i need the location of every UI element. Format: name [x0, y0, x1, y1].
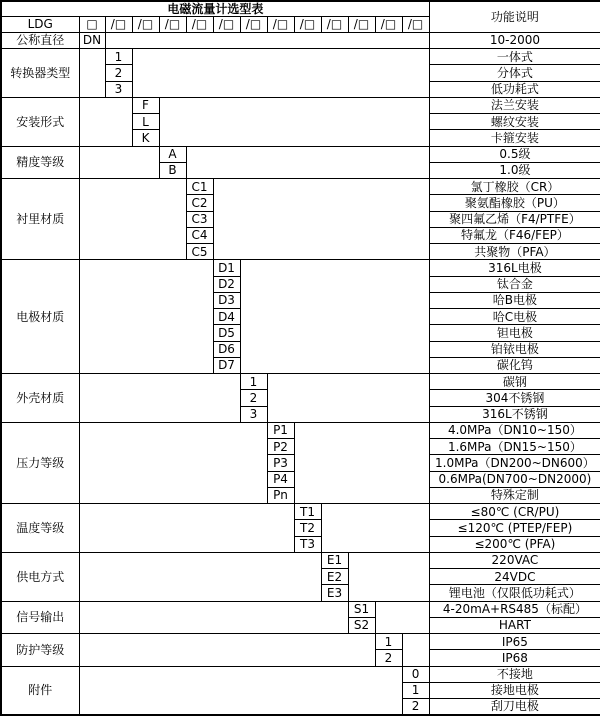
- option-desc: 10-2000: [429, 32, 600, 48]
- model-slot-cell: /□: [402, 16, 429, 32]
- staircase-trail-spacer: [186, 146, 429, 179]
- option-desc: 304不锈钢: [429, 390, 600, 406]
- model-slot-cell: /□: [375, 16, 402, 32]
- option-code: S1: [348, 601, 375, 617]
- option-code: C1: [186, 179, 213, 195]
- option-desc: 碳化钨: [429, 357, 600, 373]
- option-code: 1: [105, 49, 132, 65]
- staircase-trail-spacer: [294, 422, 429, 503]
- option-code: E3: [321, 585, 348, 601]
- staircase-lead-spacer: [79, 422, 267, 503]
- model-slot-cell: /□: [132, 16, 159, 32]
- option-row: [1, 49, 600, 65]
- option-desc: 聚四氟乙烯（F4/PTFE）: [429, 211, 600, 227]
- option-desc: 钽电极: [429, 325, 600, 341]
- option-desc: 1.0MPa（DN200~DN600）: [429, 455, 600, 471]
- staircase-lead-spacer: [79, 146, 159, 179]
- option-desc: 刮刀电极: [429, 699, 600, 715]
- section-label: 精度等级: [1, 146, 79, 179]
- option-desc: 4.0MPa（DN10~150）: [429, 422, 600, 438]
- option-desc: 特殊定制: [429, 487, 600, 503]
- staircase-lead-spacer: [79, 49, 105, 98]
- section-label: 转换器类型: [1, 49, 79, 98]
- option-code: DN: [79, 32, 105, 48]
- option-desc: 哈C电极: [429, 309, 600, 325]
- option-desc: 分体式: [429, 65, 600, 81]
- option-desc: 不接地: [429, 666, 600, 682]
- staircase-lead-spacer: [79, 666, 402, 715]
- option-desc: IP65: [429, 634, 600, 650]
- option-code: 3: [240, 406, 267, 422]
- option-code: K: [132, 130, 159, 146]
- function-column-header: 功能说明: [429, 1, 600, 32]
- model-slot-cell: /□: [321, 16, 348, 32]
- option-code: B: [159, 162, 186, 178]
- model-slot-cell: /□: [159, 16, 186, 32]
- model-slot-cell: □: [79, 16, 105, 32]
- option-row: [1, 260, 600, 276]
- option-code: 2: [375, 650, 402, 666]
- option-code: T3: [294, 536, 321, 552]
- option-code: 0: [402, 666, 429, 682]
- option-desc: 螺纹安装: [429, 114, 600, 130]
- option-code: D2: [213, 276, 240, 292]
- option-desc: 锂电池（仅限低功耗式）: [429, 585, 600, 601]
- option-desc: 卡箍安装: [429, 130, 600, 146]
- option-code: 2: [105, 65, 132, 81]
- option-desc: ≤80℃ (CR/PU): [429, 504, 600, 520]
- option-desc: 聚氨酯橡胶（PU）: [429, 195, 600, 211]
- option-desc: 1.0级: [429, 162, 600, 178]
- option-code: D3: [213, 292, 240, 308]
- option-code: Pn: [267, 487, 294, 503]
- option-desc: IP68: [429, 650, 600, 666]
- option-code: D5: [213, 325, 240, 341]
- option-desc: 共聚物（PFA）: [429, 244, 600, 260]
- option-row: [1, 666, 600, 682]
- option-code: E2: [321, 569, 348, 585]
- option-desc: 0.6MPa(DN700~DN2000): [429, 471, 600, 487]
- option-row: [1, 634, 600, 650]
- option-desc: 低功耗式: [429, 81, 600, 97]
- option-row: [1, 552, 600, 568]
- section-label: 信号输出: [1, 601, 79, 634]
- model-slot-cell: /□: [348, 16, 375, 32]
- staircase-lead-spacer: [79, 601, 348, 634]
- option-row: [1, 32, 600, 48]
- option-desc: 法兰安装: [429, 97, 600, 113]
- staircase-lead-spacer: [79, 97, 132, 146]
- staircase-lead-spacer: [79, 179, 186, 260]
- staircase-trail-spacer: [402, 634, 429, 667]
- option-code: C4: [186, 227, 213, 243]
- section-label: 附件: [1, 666, 79, 715]
- option-row: [1, 422, 600, 438]
- option-code: 3: [105, 81, 132, 97]
- option-code: D6: [213, 341, 240, 357]
- option-desc: 特氟龙（F46/FEP）: [429, 227, 600, 243]
- option-row: [1, 601, 600, 617]
- option-code: L: [132, 114, 159, 130]
- staircase-trail-spacer: [159, 97, 429, 146]
- option-code: C2: [186, 195, 213, 211]
- option-desc: 316L电极: [429, 260, 600, 276]
- option-desc: HART: [429, 617, 600, 633]
- section-label: 温度等级: [1, 504, 79, 553]
- option-desc: 4-20mA+RS485（标配）: [429, 601, 600, 617]
- section-label: 安装形式: [1, 97, 79, 146]
- title-row: [1, 1, 600, 16]
- option-desc: ≤120℃ (PTEP/FEP): [429, 520, 600, 536]
- option-code: P3: [267, 455, 294, 471]
- staircase-trail-spacer: [267, 374, 429, 423]
- option-desc: ≤200℃ (PFA): [429, 536, 600, 552]
- section-label: 衬里材质: [1, 179, 79, 260]
- option-code: 2: [402, 699, 429, 715]
- option-row: [1, 374, 600, 390]
- option-code: P2: [267, 439, 294, 455]
- staircase-lead-spacer: [79, 504, 294, 553]
- option-code: F: [132, 97, 159, 113]
- option-desc: 碳钢: [429, 374, 600, 390]
- staircase-trail-spacer: [105, 32, 429, 48]
- staircase-lead-spacer: [79, 374, 240, 423]
- option-code: 2: [240, 390, 267, 406]
- model-prefix: LDG: [1, 16, 79, 32]
- section-label: 防护等级: [1, 634, 79, 667]
- option-desc: 接地电极: [429, 682, 600, 698]
- staircase-lead-spacer: [79, 552, 321, 601]
- model-slot-cell: /□: [240, 16, 267, 32]
- section-label: 电极材质: [1, 260, 79, 374]
- option-code: C3: [186, 211, 213, 227]
- option-desc: 1.6MPa（DN15~150）: [429, 439, 600, 455]
- option-code: A: [159, 146, 186, 162]
- option-code: S2: [348, 617, 375, 633]
- staircase-trail-spacer: [132, 49, 429, 98]
- option-row: [1, 146, 600, 162]
- staircase-trail-spacer: [240, 260, 429, 374]
- option-code: C5: [186, 244, 213, 260]
- staircase-lead-spacer: [79, 634, 375, 667]
- option-code: 1: [402, 682, 429, 698]
- option-code: 1: [375, 634, 402, 650]
- option-row: [1, 179, 600, 195]
- option-desc: 一体式: [429, 49, 600, 65]
- model-slot-cell: /□: [267, 16, 294, 32]
- section-label: 供电方式: [1, 552, 79, 601]
- option-code: E1: [321, 552, 348, 568]
- option-desc: 哈B电极: [429, 292, 600, 308]
- staircase-trail-spacer: [321, 504, 429, 553]
- option-code: 1: [240, 374, 267, 390]
- staircase-trail-spacer: [375, 601, 429, 634]
- option-row: [1, 97, 600, 113]
- section-label: 压力等级: [1, 422, 79, 503]
- model-slot-cell: /□: [186, 16, 213, 32]
- model-slot-cell: /□: [105, 16, 132, 32]
- option-code: D4: [213, 309, 240, 325]
- option-desc: 220VAC: [429, 552, 600, 568]
- page-title: 电磁流量计选型表: [1, 1, 429, 16]
- option-code: P1: [267, 422, 294, 438]
- model-slot-cell: /□: [294, 16, 321, 32]
- option-desc: 钛合金: [429, 276, 600, 292]
- option-code: T1: [294, 504, 321, 520]
- option-code: P4: [267, 471, 294, 487]
- staircase-trail-spacer: [213, 179, 429, 260]
- option-desc: 铂铱电极: [429, 341, 600, 357]
- section-label: 公称直径: [1, 32, 79, 48]
- section-label: 外壳材质: [1, 374, 79, 423]
- staircase-trail-spacer: [348, 552, 429, 601]
- option-code: D1: [213, 260, 240, 276]
- option-desc: 0.5级: [429, 146, 600, 162]
- option-code: T2: [294, 520, 321, 536]
- staircase-lead-spacer: [79, 260, 213, 374]
- option-desc: 316L不锈钢: [429, 406, 600, 422]
- option-row: [1, 504, 600, 520]
- option-desc: 氯丁橡胶（CR）: [429, 179, 600, 195]
- option-code: D7: [213, 357, 240, 373]
- model-slot-cell: /□: [213, 16, 240, 32]
- option-desc: 24VDC: [429, 569, 600, 585]
